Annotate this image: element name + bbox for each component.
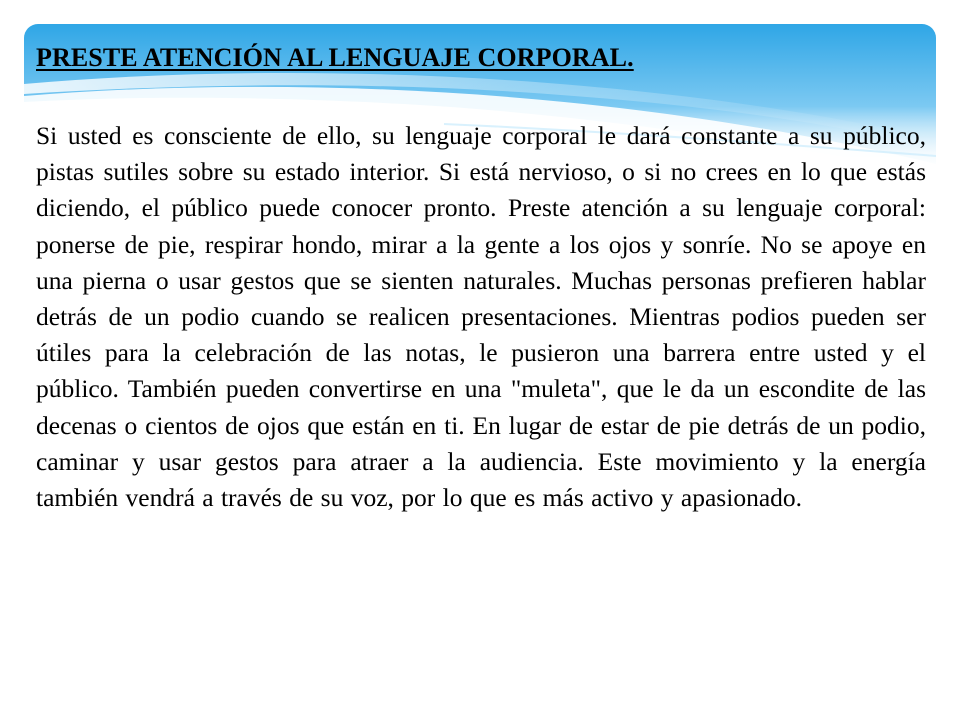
slide-title: PRESTE ATENCIÓN AL LENGUAJE CORPORAL. [36,43,634,72]
slide-body-text: Si usted es consciente de ello, su lenguaje corporal le dará constante a su público, pistas sutiles sobre su estado interior. Si está nervioso, o si no crees en lo que estás diciendo, el público puede conocer pronto. Preste atención a su lenguaje corporal: ponerse de pie, respirar hondo, mirar a la gente a los ojos y sonríe. No se apoye en una pierna o usar gestos que se sienten naturales. Muchas personas prefieren hablar detrás de un podio cuando se realicen presentaciones. Mientras podios pueden ser útiles para la celebración de las notas, le pusieron una barrera entre usted y el público. También pueden convertirse en una "muleta", que le da un escondite de las decenas o cientos de ojos que están en ti. En lugar de estar de pie detrás de un podio, caminar y usar gestos para atraer a la audiencia. Este movimiento y la energía también vendrá a través de su voz, por lo que es más activo y apasionado. [36,121,926,513]
slide-content [36,40,926,516]
